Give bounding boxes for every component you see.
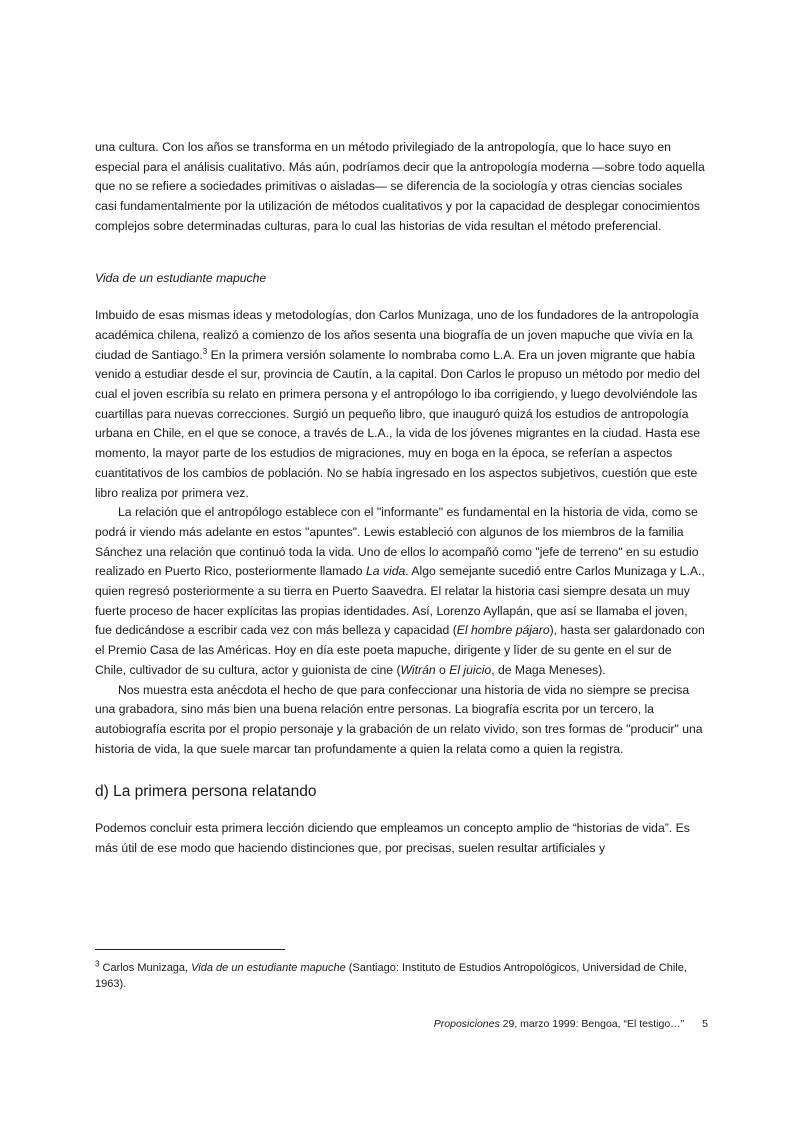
footnote	[95, 960, 715, 992]
paragraph-munizaga	[95, 306, 705, 503]
page-number: 5	[702, 1018, 708, 1030]
book-title: La vida	[365, 564, 406, 579]
subsection-heading: Vida de un estudiante mapuche	[95, 270, 267, 285]
footnote-title: Vida de un estudiante mapuche	[191, 962, 346, 974]
paragraph-conclusion: Podemos concluir esta primera lección diciendo que empleamos un concepto amplio de “historias de vida”. Es más útil de ese modo que haciendo distinciones que, por precisas, suelen resultar artificiales y	[95, 821, 690, 856]
footnote-author: Carlos Munizaga,	[99, 962, 192, 974]
footer-citation: 29, marzo 1999: Bengoa, “El testigo…”	[499, 1018, 685, 1030]
section-heading: d) La primera persona relatando	[95, 783, 317, 801]
footnote-number: 3	[95, 959, 100, 969]
footnote-citation: (Santiago: Instituto de Estudios Antropológicos, Universidad de Chile, 1963).	[95, 962, 687, 990]
paragraph-text: ), hasta ser galardonado con el Premio Casa de las Américas. Hoy en día este poeta mapuche, dirigente y líder de su gente en el sur de Chile, cultivador de su cultura, actor y guionista de cine (	[95, 623, 705, 677]
footnote-divider	[95, 949, 285, 950]
paragraph-text: o	[435, 662, 450, 677]
intro-paragraph: una cultura. Con los años se transforma en un método privilegiado de la antropología, que lo hace suyo en especial para el análisis cualitativo. Más aún, podríamos decir que la antropología moderna —sobre todo aquella que no se refiere a sociedades primitivas o aisladas— se diferencia de la sociología y otras ciencias sociales casi fundamentalmente por la utilización de métodos cualitativos y por la capacidad de desplegar conocimientos complejos sobre determinadas culturas, para lo cual las historias de vida resultan el método preferencial.	[95, 140, 705, 233]
paragraph-text: En la primera versión solamente lo nombraba como L.A. Era un joven migrante que había venido a estudiar desde el sur, provincia de Cautín, a la capital. Don Carlos le propuso un método por medio del cual el joven escribía su relato en primera persona y el antropólogo lo iba corrigiendo, y luego devolviéndole las cuartillas para nuevas correcciones. Surgió un pequeño libro, que inauguró quizá los estudios de antropología urbana en Chile, en el que se conoce, a través de L.A., la vida de los jóvenes migrantes en la ciudad. Hasta ese momento, la mayor parte de los estudios de migraciones, muy en boga en la época, se referían a aspectos cuantitativos de los cambios de población. No se había ingresado en los aspectos subjetivos, cuestión que este libro realiza por primera vez.	[95, 347, 701, 500]
journal-name: Proposiciones	[433, 1018, 500, 1030]
paragraph-text: . Algo semejante sucedió entre Carlos Munizaga y L.A., quien regresó posteriormente a su tierra en Puerto Saavedra. El relatar la historia casi siempre desata un muy fuerte proceso de hacer explícitas las propias identidades. Así, Lorenzo Ayllapán, que así se llamaba el joven, fue dedicándose a escribir cada vez con más belleza y capacidad (	[95, 564, 705, 638]
book-title: El hombre pájaro	[456, 623, 550, 638]
page-body	[95, 138, 705, 859]
film-title: El juicio	[449, 662, 492, 677]
paragraph-anecdota: Nos muestra esta anécdota el hecho de que para confeccionar una historia de vida no siempre se precisa una grabadora, sino más bien una buena relación entre personas. La biografía escrita por un tercero, la autobiografía escrita por el propio personaje y la grabación de un relato vivido, son tres formas de "producir" una historia de vida, la que suele marcar tan profundamente a quien la relata como a quien la registra.	[95, 682, 703, 756]
footnote-reference[interactable]: 3	[202, 346, 208, 356]
paragraph-text: , de Maga Meneses).	[491, 662, 606, 677]
paragraph-relacion	[95, 503, 705, 680]
page-footer	[434, 1017, 708, 1031]
film-title: Witrán	[400, 662, 436, 677]
paragraph-text: La relación que el antropólogo establece con el "informante" es fundamental en la historia de vida, como se podrá ir viendo más adelante en estos "apuntes". Lewis estableció con algunos de los miembros de la familia Sánchez una relación que continuó toda la vida. Uno de ellos lo acompañó como "jefe de terreno" en su estudio realizado en Puerto Rico, posteriormente llamado	[95, 505, 699, 579]
paragraph-text: Imbuido de esas mismas ideas y metodologías, don Carlos Munizaga, uno de los fundadores de la antropología académica chilena, realizó a comienzo de los años sesenta una biografía de un joven mapuche que vivía en la ciudad de Santiago.	[95, 308, 699, 362]
